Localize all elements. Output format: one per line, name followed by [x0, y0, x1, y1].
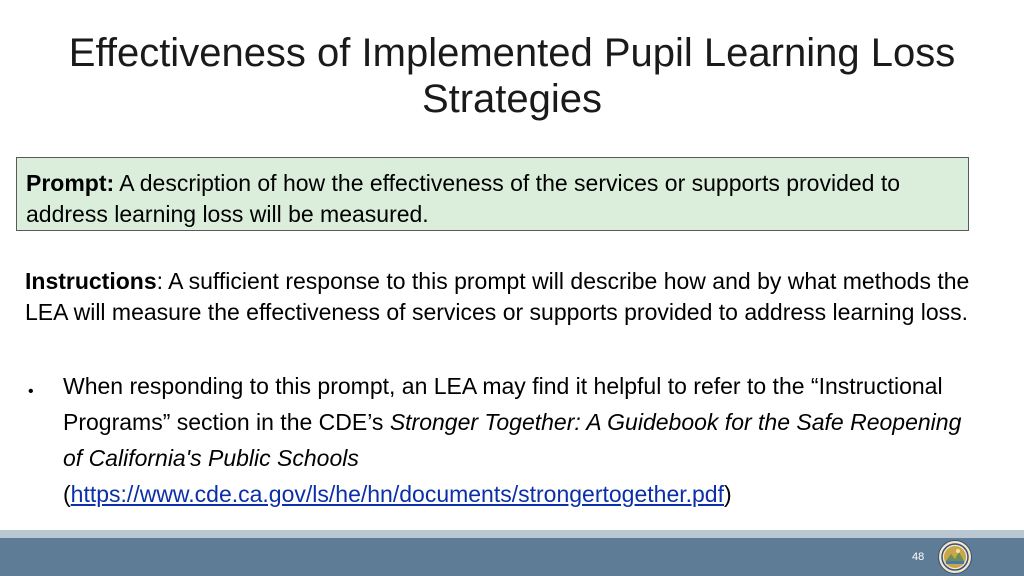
prompt-box	[16, 157, 969, 231]
footer-band	[0, 530, 1024, 576]
guidebook-title: Stronger Together: A Guidebook for the Safe Reopening of California's Public Schools	[63, 409, 962, 471]
instructions-paragraph	[25, 266, 995, 328]
open-paren: (	[63, 481, 71, 507]
bullet-text	[63, 368, 963, 512]
bullet-lead-text: When responding to this prompt, an LEA may find it helpful to refer to the “Instructional Programs” section in the CDE’s	[63, 373, 943, 435]
slide-title: Effectiveness of Implemented Pupil Learning Loss Strategies	[68, 31, 956, 121]
prompt-label: Prompt:	[26, 170, 115, 196]
close-paren: )	[724, 481, 732, 507]
bullet-icon: •	[28, 383, 34, 400]
prompt-text: A description of how the effectiveness of the services or supports provided to address learning loss will be measured.	[26, 170, 901, 227]
california-department-of-education-seal-icon	[938, 540, 972, 574]
instructions-text: : A sufficient response to this prompt will describe how and by what methods the LEA will measure the effectiveness of services or supports provided to address learning loss.	[25, 268, 970, 325]
page-number: 48	[912, 551, 925, 563]
instructions-label: Instructions	[25, 268, 157, 294]
guidebook-link[interactable]: https://www.cde.ca.gov/ls/he/hn/documents/strongertogether.pdf	[70, 481, 724, 507]
